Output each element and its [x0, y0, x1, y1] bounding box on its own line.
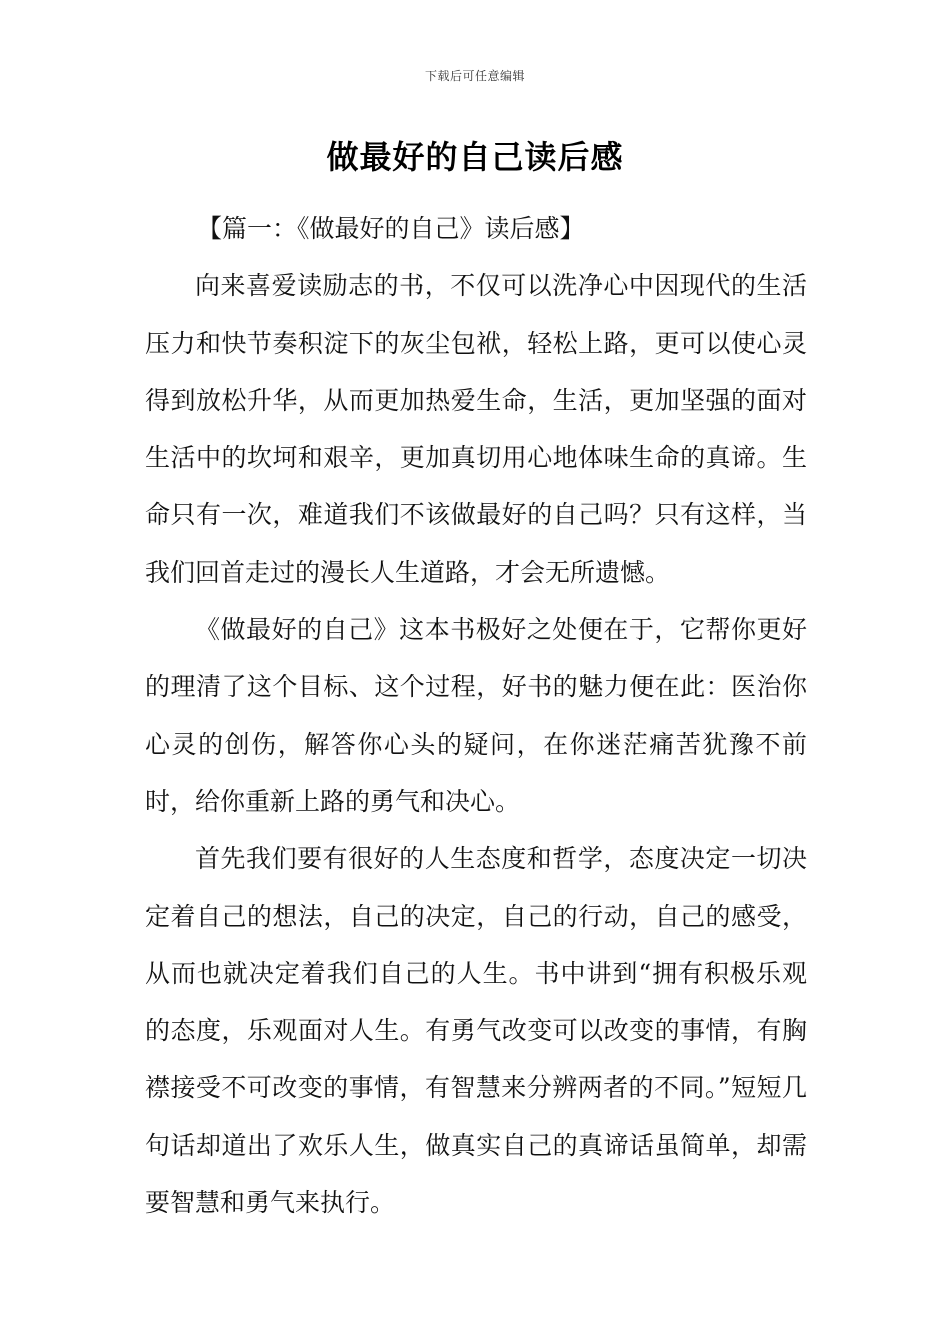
document-title: 做最好的自己读后感 — [326, 138, 624, 176]
paragraph-3: 首先我们要有很好的人生态度和哲学，态度决定一切决定着自己的想法，自己的决定，自己的行动，自己的感受，从而也就决定着我们自己的人生。书中讲到“拥有积极乐观的态度，乐观面对人生。有勇气改变可以改变的事情，有胸襟接受不可改变的事情，有智慧来分辨两者的不同。”短短几句话却道出了欢乐人生，做真实自己的真谛话虽简单，却需要智慧和勇气来执行。 — [145, 844, 807, 1218]
document-body — [145, 200, 807, 1231]
section-heading: 【篇一：《做最好的自己》读后感】 — [197, 214, 585, 243]
header-note: 下载后可任意编辑 — [424, 69, 525, 83]
paragraph-1: 向来喜爱读励志的书，不仅可以洗净心中因现代的生活压力和快节奏积淀下的灰尘包袱，轻松上路，更可以使心灵得到放松升华，从而更加热爱生命，生活，更加坚强的面对生活中的坎坷和艰辛，更加真切用心地体味生命的真谛。生命只有一次，难道我们不该做最好的自己吗？只有这样，当我们回首走过的漫长人生道路，才会无所遗憾。 — [145, 271, 807, 587]
paragraph-2: 《做最好的自己》这本书极好之处便在于，它帮你更好的理清了这个目标、这个过程，好书的魅力便在此：医治你心灵的创伤，解答你心头的疑问，在你迷茫痛苦犹豫不前时，给你重新上路的勇气和决心。 — [145, 615, 807, 816]
